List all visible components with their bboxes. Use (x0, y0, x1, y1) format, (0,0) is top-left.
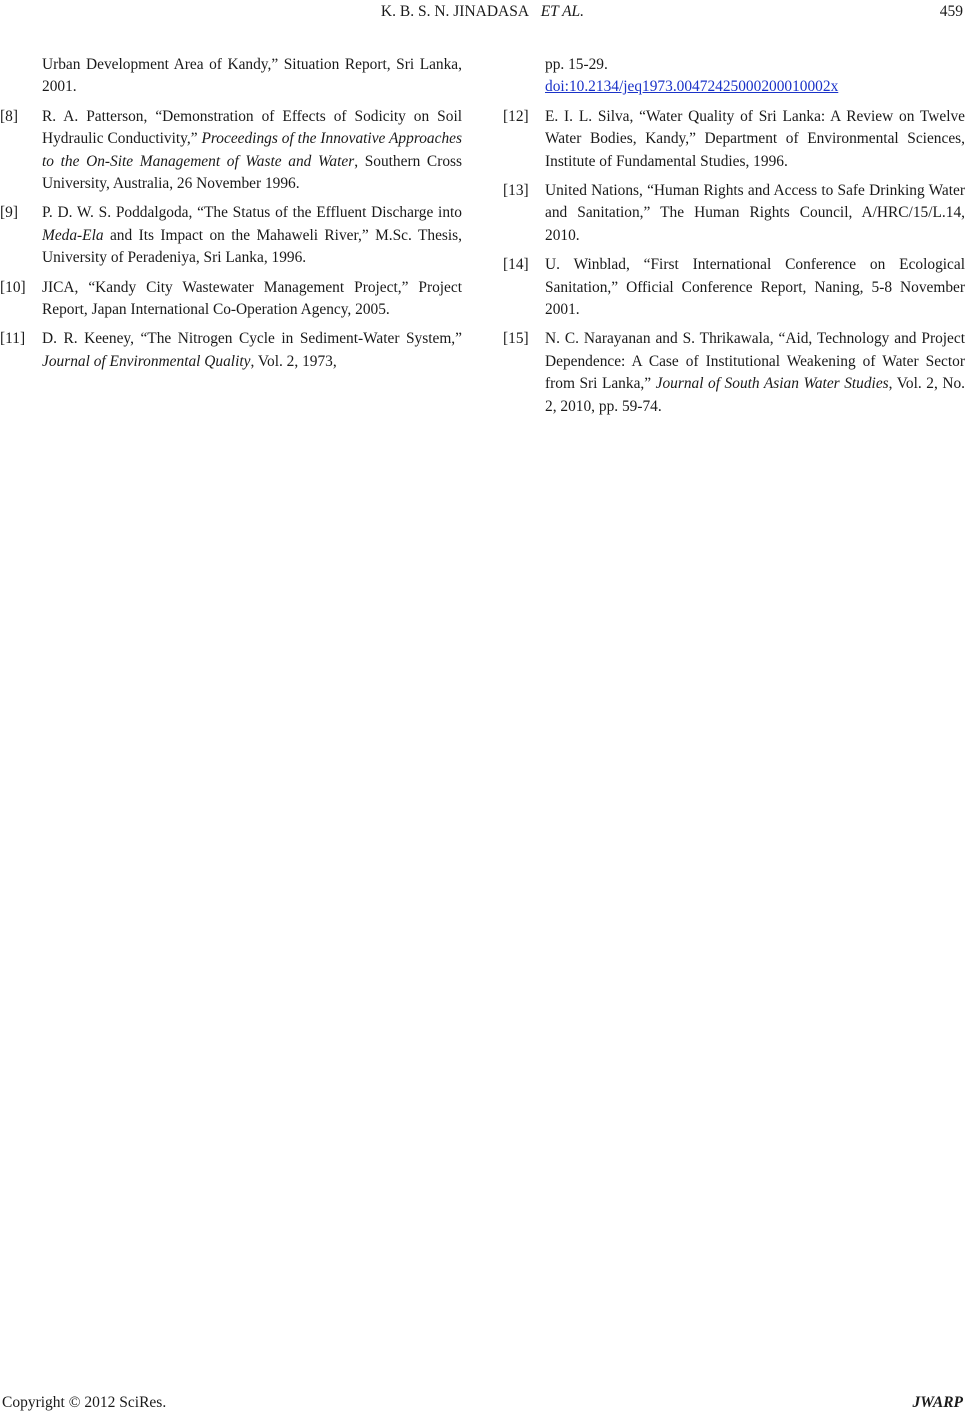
reference-11 (0, 328, 462, 373)
reference-number: [11] (0, 330, 26, 348)
footer-copyright: Copyright © 2012 SciRes. (2, 1394, 167, 1411)
reference-details: , Vol. 2, No. 2, 2010, pp. 59-74. (545, 375, 965, 415)
page-number: 459 (939, 3, 963, 20)
reference-continued (503, 54, 965, 99)
reference-8 (0, 106, 462, 196)
left-column (0, 54, 462, 380)
reference-continued (0, 54, 462, 99)
reference-12 (503, 106, 965, 173)
reference-text (42, 328, 462, 373)
right-column (503, 54, 965, 425)
reference-text (42, 202, 462, 269)
reference-pages: pp. 15-29. (545, 56, 608, 73)
reference-number: [14] (503, 256, 529, 274)
reference-source: Proceedings of the Innovative Approaches to the On-Site Management of Waste and Water (42, 130, 462, 170)
reference-authors-title: N. C. Narayanan and S. Thrikawala, “Aid, Technology and Project Dependence: A Case of Institutional Weakening of Water Sector from Sri Lanka,” (545, 330, 965, 393)
reference-number: [15] (503, 330, 529, 348)
reference-number: [8] (0, 107, 18, 125)
reference-authors-title: R. A. Patterson, “Demonstration of Effects of Sodicity on Soil Hydraulic Conductivity,” (42, 107, 462, 148)
reference-text (545, 254, 965, 321)
reference-text (42, 277, 462, 322)
header-author-names: K. B. S. N. JINADASA (380, 3, 530, 20)
reference-text (545, 328, 965, 418)
reference-9 (0, 202, 462, 269)
reference-text (545, 106, 965, 173)
reference-14 (503, 254, 965, 321)
reference-number: [12] (503, 107, 529, 125)
page-footer (0, 1393, 965, 1413)
reference-source: Journal of South Asian Water Studies (655, 375, 889, 393)
doi-link[interactable]: doi:10.2134/jeq1973.00472425000200010002x (545, 78, 839, 96)
header-et-al: ET AL. (540, 3, 585, 20)
reference-number: [10] (0, 278, 26, 296)
reference-authors-title: D. R. Keeney, “The Nitrogen Cycle in Sediment-Water System,” (42, 330, 462, 348)
footer-journal: JWARP (912, 1394, 963, 1411)
reference-number: [13] (503, 182, 529, 200)
reference-details: , Southern Cross University, Australia, 26 November 1996. (42, 152, 463, 193)
reference-15 (503, 328, 965, 418)
reference-source: Journal of Environmental Quality (42, 352, 251, 370)
reference-authors-title: United Nations, “Human Rights and Access to Safe Drinking Water and Sanitation,” The Human Rights Council, A/HRC/15/L.14, 2010. (545, 182, 965, 244)
reference-text (545, 180, 965, 247)
reference-text: Urban Development Area of Kandy,” Situation Report, Sri Lanka, 2001. (42, 56, 462, 96)
reference-authors-title: JICA, “Kandy City Wastewater Management Project,” Project Report, Japan International Co-Operation Agency, 2005. (42, 278, 462, 319)
reference-text (545, 54, 965, 99)
reference-details: and Its Impact on the Mahaweli River,” M.Sc. Thesis, University of Peradeniya, Sri Lanka, 1996. (42, 226, 462, 267)
reference-10 (0, 277, 462, 322)
header-authors (0, 2, 965, 22)
reference-italic-term: Meda-Ela (42, 226, 104, 244)
reference-authors-title: U. Winblad, “First International Conference on Ecological Sanitation,” Official Conference Report, Naning, 5-8 November 2001. (545, 256, 965, 319)
reference-authors-title: P. D. W. S. Poddalgoda, “The Status of the Effluent Discharge into (42, 204, 462, 222)
reference-number: [9] (0, 204, 18, 222)
running-header (0, 2, 965, 22)
reference-text (42, 106, 462, 196)
reference-authors-title: E. I. L. Silva, “Water Quality of Sri Lanka: A Review on Twelve Water Bodies, Kandy,” Department of Environmental Sciences, Institute of Fundamental Studies, 1996. (545, 107, 965, 170)
reference-details: , Vol. 2, 1973, (250, 352, 337, 370)
reference-13 (503, 180, 965, 247)
